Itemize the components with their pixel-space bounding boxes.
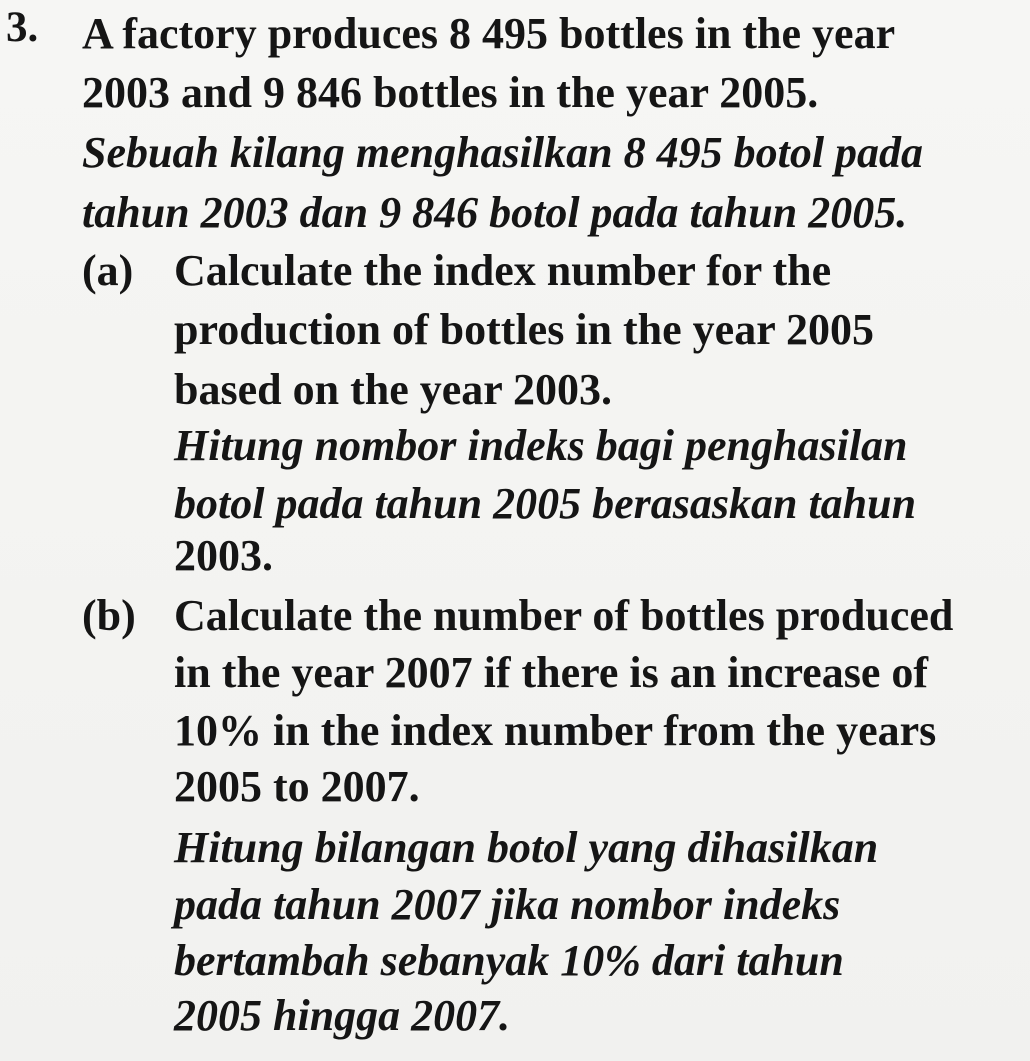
part-b-ms-line-2: pada tahun 2007 jika nombor indeks <box>174 880 841 929</box>
part-b-en-line-4: 2005 to 2007. <box>174 762 420 811</box>
stem-ms-line-1: Sebuah kilang menghasilkan 8 495 botol pada <box>82 128 924 177</box>
part-a-label: (a) <box>82 246 134 295</box>
part-b-en-line-2: in the year 2007 if there is an increase of <box>174 648 929 697</box>
part-a-en-line-2: production of bottles in the year 2005 <box>174 305 874 354</box>
stem-ms-line-2: tahun 2003 dan 9 846 botol pada tahun 2005. <box>82 188 908 237</box>
part-b-ms-line-4: 2005 hingga 2007. <box>174 991 511 1040</box>
part-b-en-line-3: 10% in the index number from the years <box>174 706 937 755</box>
stem-en-line-1: A factory produces 8 495 bottles in the year <box>82 9 896 58</box>
question-number: 3. <box>6 4 39 51</box>
part-b-ms-line-1: Hitung bilangan botol yang dihasilkan <box>174 823 879 872</box>
part-b-label: (b) <box>82 591 136 640</box>
part-b-ms-line-3: bertambah sebanyak 10% dari tahun <box>174 936 844 985</box>
part-b-en-line-1: Calculate the number of bottles produced <box>174 591 954 640</box>
part-a-en-line-1: Calculate the index number for the <box>174 246 832 295</box>
stem-en-line-2: 2003 and 9 846 bottles in the year 2005. <box>82 68 819 117</box>
part-a-ms-line-2: botol pada tahun 2005 berasaskan tahun <box>174 479 917 528</box>
part-a-ms-line-3: 2003. <box>174 531 273 580</box>
part-a-en-line-3: based on the year 2003. <box>174 365 612 414</box>
part-a-ms-line-1: Hitung nombor indeks bagi penghasilan <box>174 421 908 470</box>
